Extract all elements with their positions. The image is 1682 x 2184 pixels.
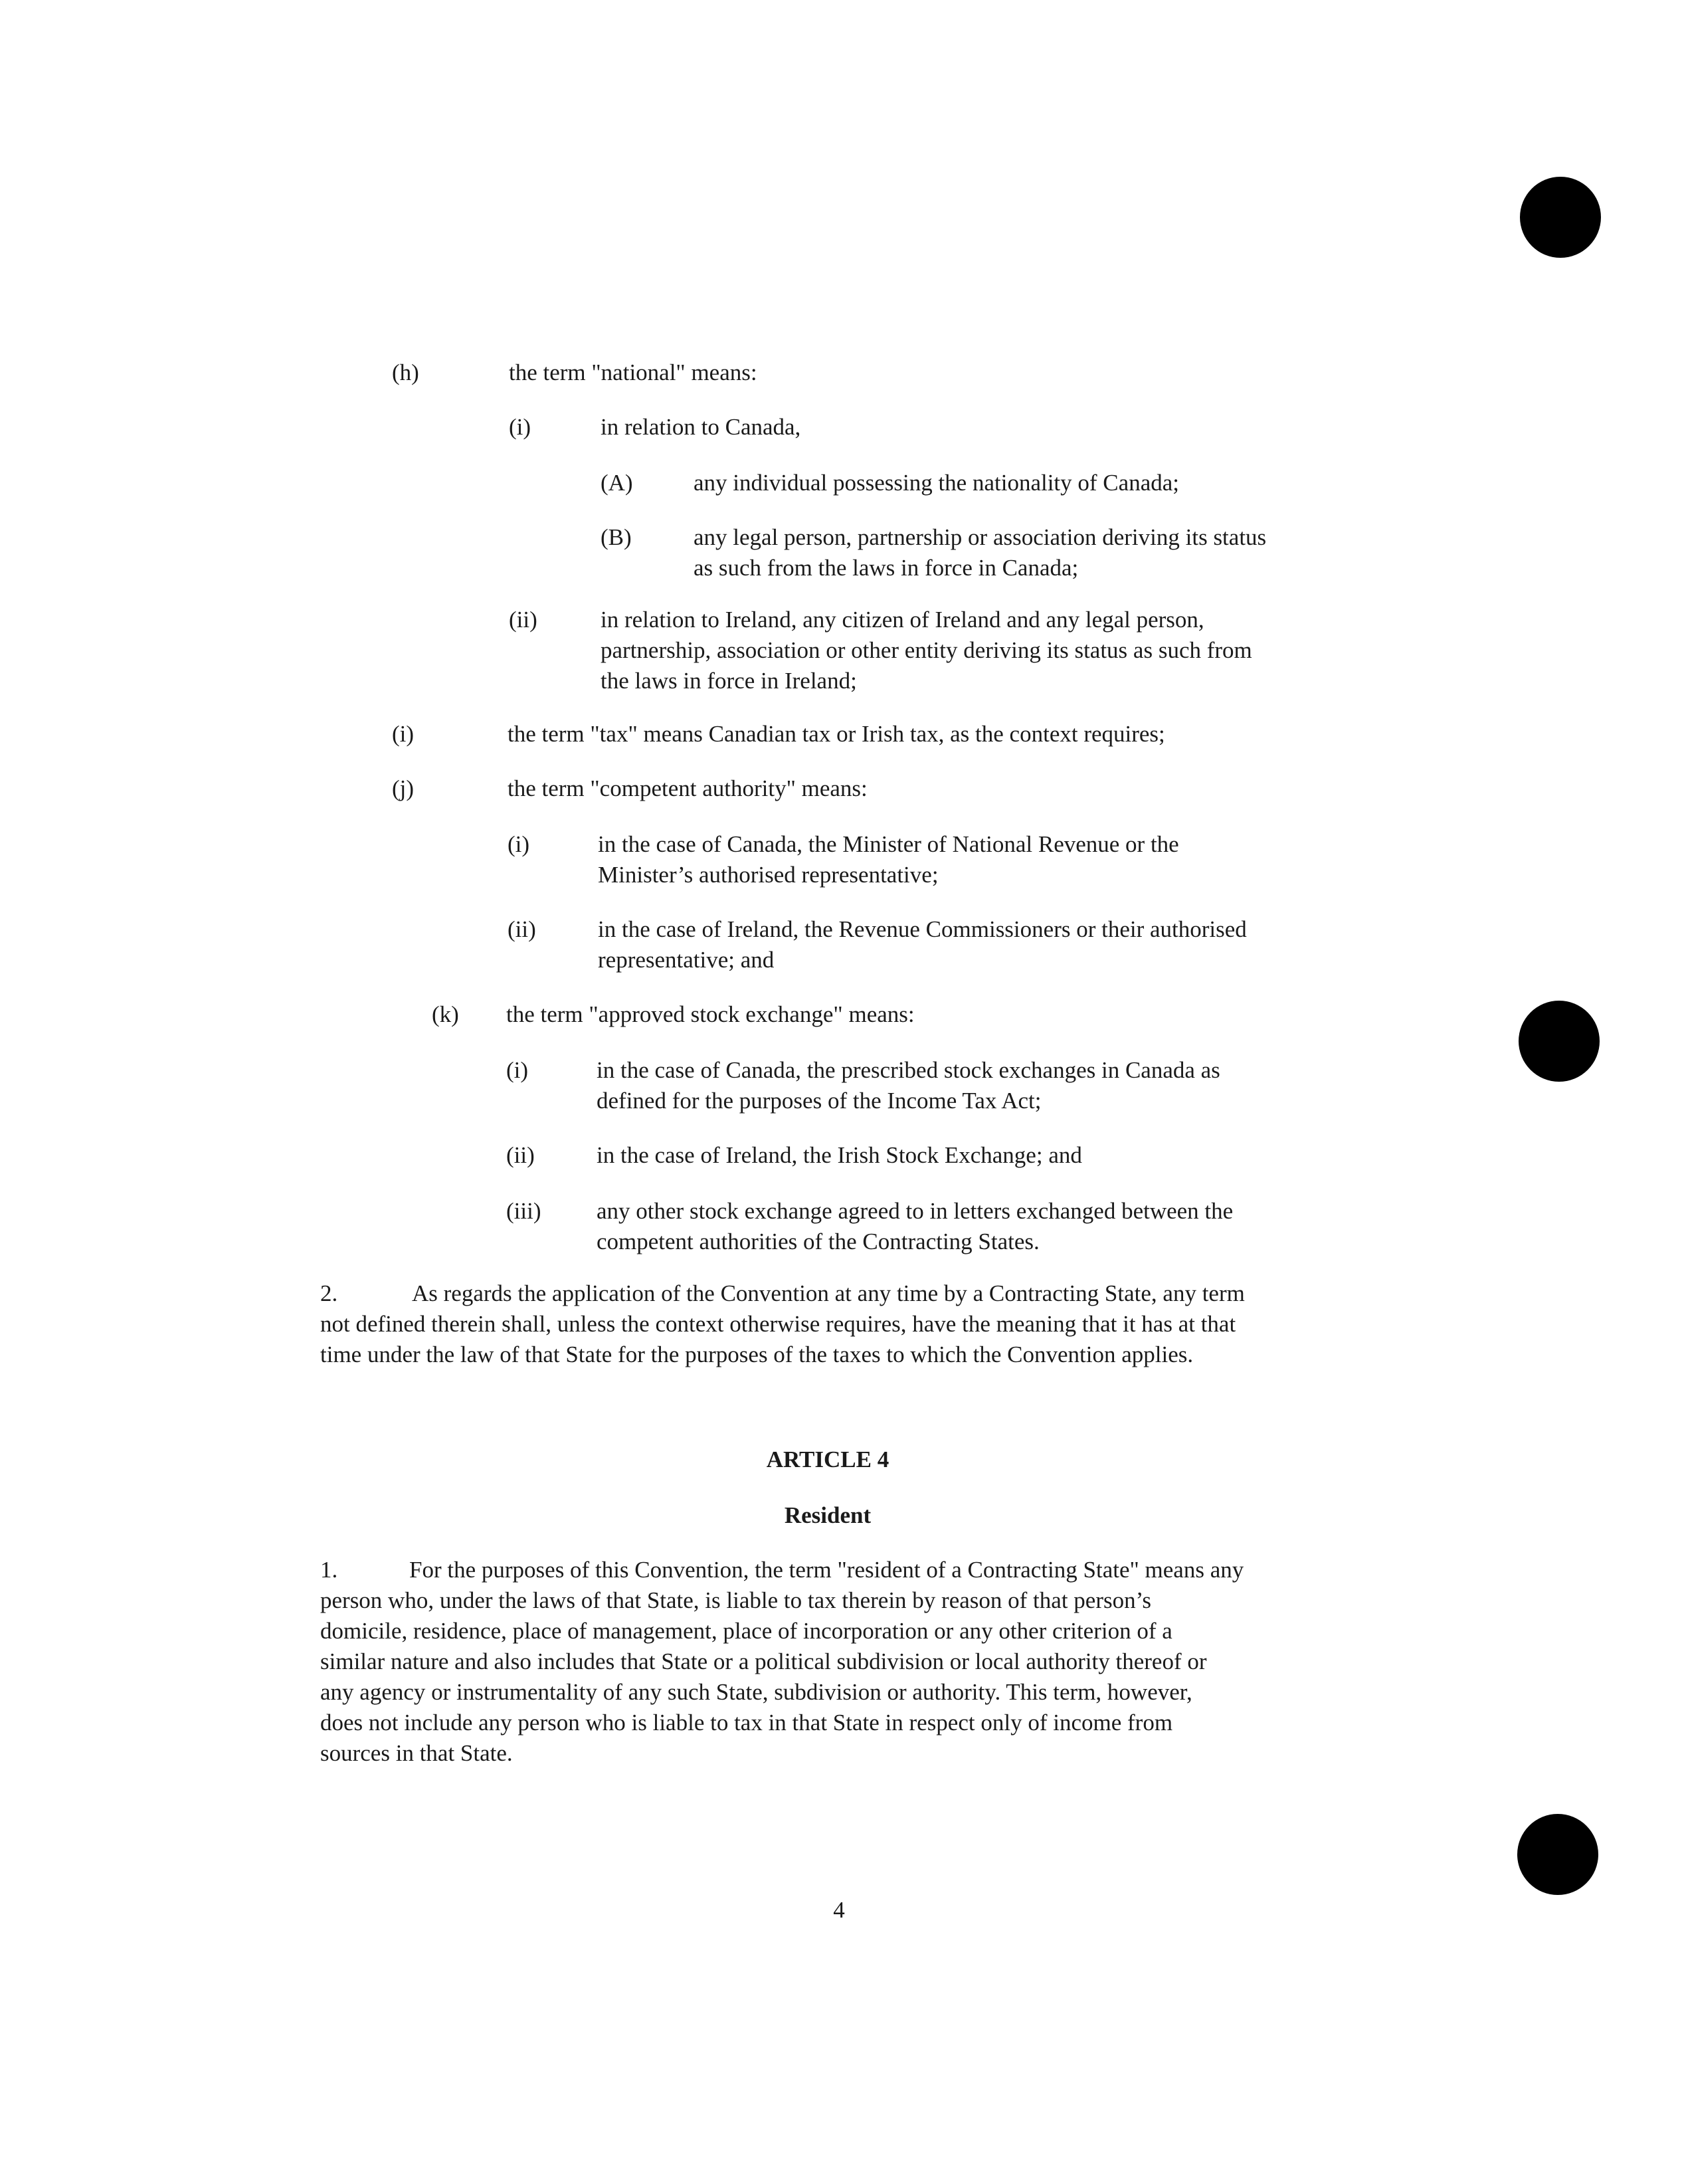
item-j-ii-line2: representative; and [598, 947, 775, 973]
item-i-text: the term "tax" means Canadian tax or Irish tax, as the context requires; [508, 721, 1165, 747]
punch-hole-top [1520, 177, 1601, 258]
article-paragraph-1-line2: person who, under the laws of that State, is liable to tax therein by reason of that person’s [320, 1587, 1151, 1613]
item-k-iii-line2: competent authorities of the Contracting States. [597, 1229, 1040, 1254]
item-j-i-label: (i) [508, 831, 530, 857]
paragraph-2-number: 2. [320, 1280, 338, 1306]
item-h-i-text: in relation to Canada, [601, 414, 801, 440]
article-paragraph-1-line6: does not include any person who is liable to tax in that State in respect only of income from [320, 1710, 1173, 1736]
item-k-i-label: (i) [506, 1057, 529, 1083]
item-h-text: the term "national" means: [509, 359, 757, 385]
item-k-ii-label: (ii) [506, 1142, 535, 1168]
item-h-i-B-line1: any legal person, partnership or association deriving its status [694, 524, 1267, 550]
item-h-i-A-text: any individual possessing the nationality of Canada; [694, 470, 1179, 496]
item-k-i-line1: in the case of Canada, the prescribed stock exchanges in Canada as [597, 1057, 1220, 1083]
paragraph-2-line2: not defined therein shall, unless the context otherwise requires, have the meaning that it has at that [320, 1311, 1236, 1337]
item-k-ii-text: in the case of Ireland, the Irish Stock Exchange; and [597, 1142, 1082, 1168]
item-j-i-line2: Minister’s authorised representative; [598, 862, 939, 888]
paragraph-2-line3: time under the law of that State for the purposes of the taxes to which the Convention applies. [320, 1341, 1194, 1367]
page-number: 4 [833, 1897, 845, 1923]
item-h-i-B-line2: as such from the laws in force in Canada; [694, 555, 1079, 581]
item-j-text: the term "competent authority" means: [508, 775, 868, 801]
article-heading: ARTICLE 4 [766, 1446, 889, 1472]
item-h-ii-line2: partnership, association or other entity deriving its status as such from [601, 637, 1252, 663]
item-h-i-B-label: (B) [601, 524, 632, 550]
item-h-i-A-label: (A) [601, 470, 633, 496]
article-paragraph-1-line3: domicile, residence, place of management, place of incorporation or any other criterion of a [320, 1618, 1172, 1644]
article-paragraph-1-number: 1. [320, 1557, 338, 1583]
article-paragraph-1-line1: For the purposes of this Convention, the term "resident of a Contracting State" means any [409, 1557, 1244, 1583]
article-title: Resident [784, 1502, 872, 1528]
article-paragraph-1-line4: similar nature and also includes that State or a political subdivision or local authority thereof or [320, 1648, 1207, 1674]
item-h-ii-label: (ii) [509, 607, 537, 633]
item-h-ii-line3: the laws in force in Ireland; [601, 668, 857, 694]
item-k-text: the term "approved stock exchange" means: [506, 1001, 915, 1027]
item-j-label: (j) [392, 775, 415, 801]
punch-hole-bottom [1517, 1814, 1598, 1895]
article-paragraph-1-line5: any agency or instrumentality of any such State, subdivision or authority. This term, however, [320, 1679, 1192, 1705]
item-k-iii-line1: any other stock exchange agreed to in letters exchanged between the [597, 1198, 1234, 1224]
item-h-i-label: (i) [509, 414, 531, 440]
item-k-iii-label: (iii) [506, 1198, 541, 1224]
item-j-i-line1: in the case of Canada, the Minister of National Revenue or the [598, 831, 1179, 857]
item-h-label: (h) [392, 359, 419, 385]
item-j-ii-line1: in the case of Ireland, the Revenue Commissioners or their authorised [598, 916, 1247, 942]
item-k-i-line2: defined for the purposes of the Income Tax Act; [597, 1088, 1042, 1114]
paragraph-2-line1: As regards the application of the Convention at any time by a Contracting State, any term [412, 1280, 1245, 1306]
article-paragraph-1-line7: sources in that State. [320, 1740, 513, 1766]
item-j-ii-label: (ii) [508, 916, 536, 942]
item-h-ii-line1: in relation to Ireland, any citizen of Ireland and any legal person, [601, 607, 1204, 633]
item-i-label: (i) [392, 721, 415, 747]
item-k-label: (k) [432, 1001, 459, 1027]
punch-hole-middle [1519, 1001, 1600, 1082]
